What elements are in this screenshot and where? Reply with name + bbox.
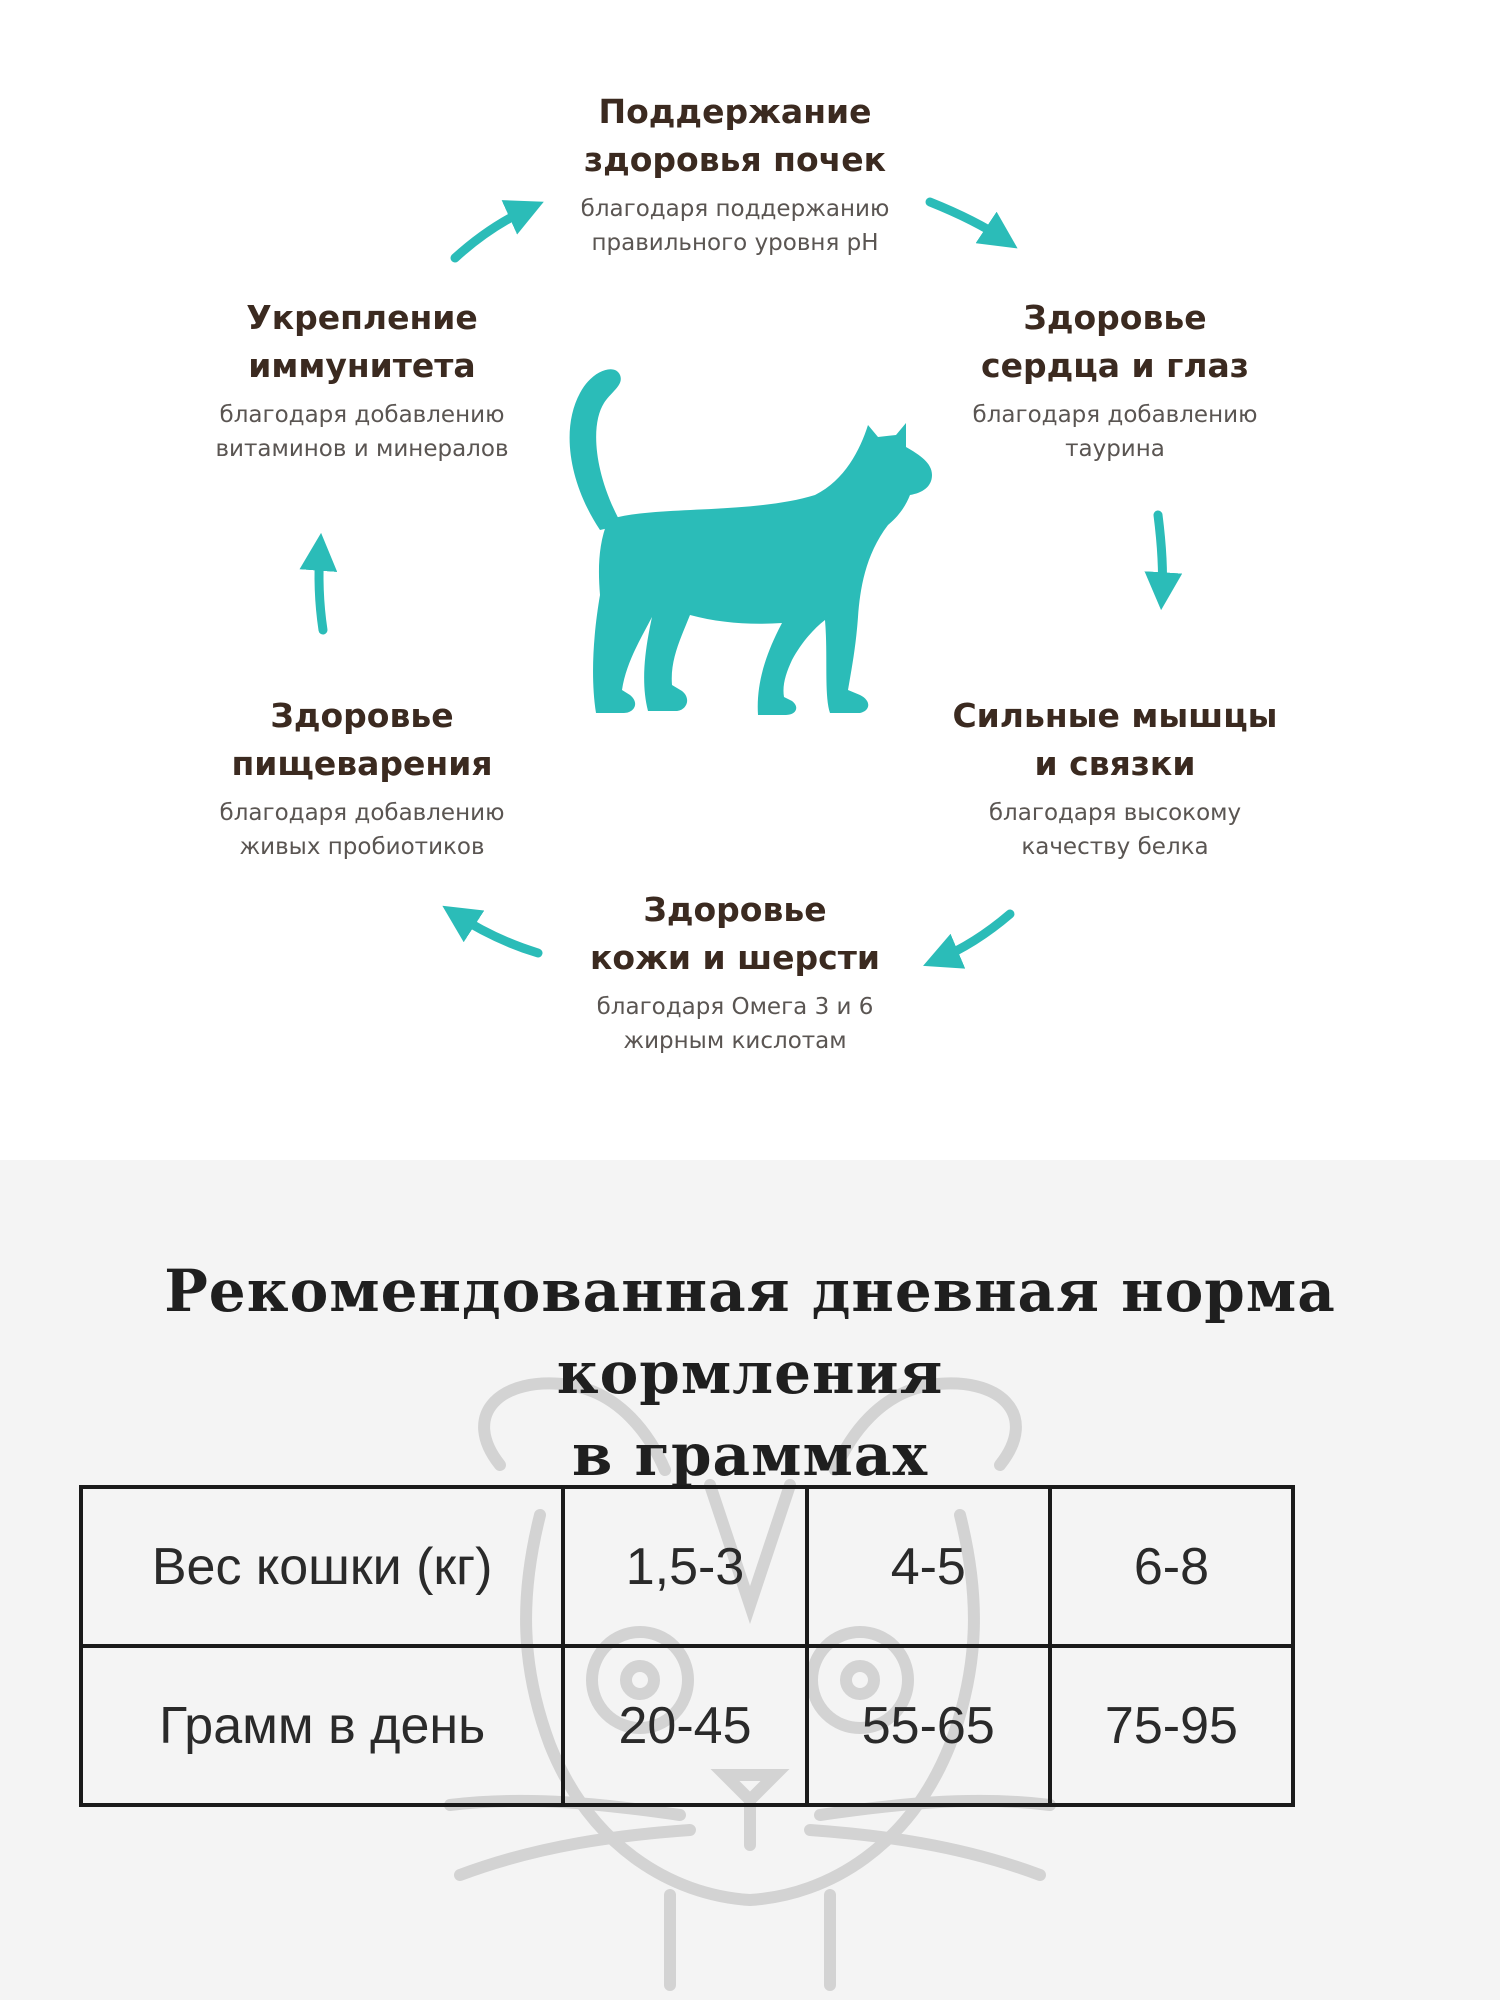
benefit-subtitle: благодаря добавлению таурина [972,402,1258,462]
feeding-title [0,1250,1500,1496]
arrow-tr-to-br-icon [1158,515,1163,595]
benefit-title: Укрепление [246,298,478,337]
arrow-br-to-bot-icon [937,914,1010,960]
benefit-title: и связки [1034,744,1196,783]
benefit-title: Здоровье [1023,298,1207,337]
weight-cell: 6-8 [1050,1487,1293,1646]
benefit-title: Здоровье [643,890,827,929]
benefit-subtitle: благодаря Омега 3 и 6 жирным кислотам [596,994,874,1054]
feeding-title-line: Рекомендованная дневная норма кормления [164,1257,1336,1407]
benefit-title: пищеварения [231,744,493,783]
benefit-digestion [152,692,572,864]
benefit-subtitle: благодаря высокому качеству белка [988,800,1242,860]
grams-cell: 20-45 [563,1646,806,1805]
arrow-bl-to-tl-icon [319,548,323,630]
benefit-title: Сильные мышцы [952,696,1278,735]
benefit-kidney-health [525,88,945,260]
row-header-weight: Вес кошки (кг) [81,1487,563,1646]
benefit-heart-eyes [905,294,1325,466]
benefit-skin-coat [525,886,945,1058]
grams-cell: 55-65 [807,1646,1050,1805]
benefit-title: сердца и глаз [981,346,1249,385]
benefit-title: Поддержание [598,92,872,131]
grams-cell: 75-95 [1050,1646,1293,1805]
benefit-immunity [152,294,572,466]
benefit-subtitle: благодаря добавлению витаминов и минералов [215,402,509,462]
arrow-tl-to-top-icon [455,208,530,258]
weight-cell: 4-5 [807,1487,1050,1646]
benefit-title: Здоровье [270,696,454,735]
benefit-title: здоровья почек [583,140,887,179]
benefit-subtitle: благодаря поддержанию правильного уровня pH [580,196,890,256]
table-row [81,1646,1293,1805]
feeding-section [0,1160,1500,2000]
row-header-grams: Грамм в день [81,1646,563,1805]
benefit-muscles [905,692,1325,864]
feeding-title-line: в граммах [571,1421,929,1489]
weight-cell: 1,5-3 [563,1487,806,1646]
cat-silhouette-icon [560,355,950,725]
benefit-title: кожи и шерсти [590,938,880,977]
feeding-table [79,1485,1295,1807]
benefit-subtitle: благодаря добавлению живых пробиотиков [219,800,505,860]
table-row [81,1487,1293,1646]
benefit-title: иммунитета [248,346,476,385]
